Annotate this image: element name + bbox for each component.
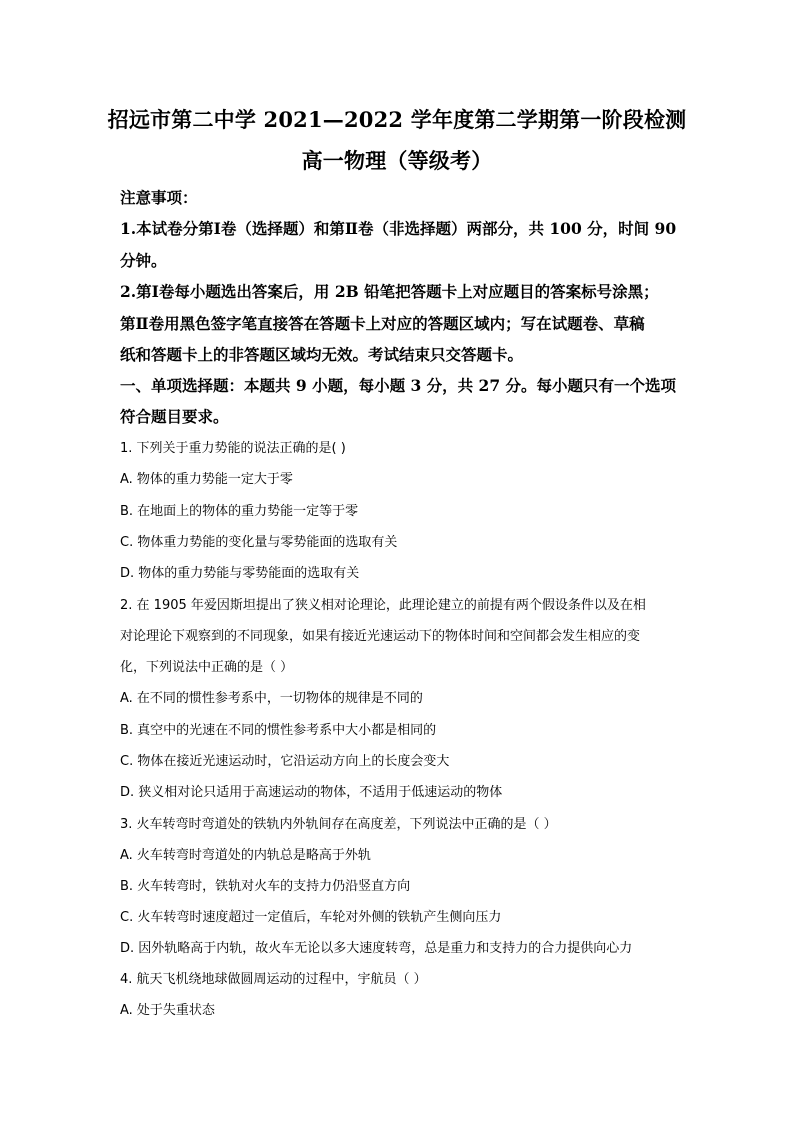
- question-stem: 2. 在 1905 年爱因斯坦提出了狭义相对论理论，此理论建立的前提有两个假设条件以及在相: [120, 598, 646, 613]
- notice-line: 2.第Ⅰ卷每小题选出答案后，用 2B 铅笔把答题卡上对应题目的答案标号涂黑；: [120, 282, 659, 301]
- answer-option: A. 物体的重力势能一定大于零: [120, 472, 293, 487]
- answer-option: C. 物体在接近光速运动时，它沿运动方向上的长度会变大: [120, 754, 450, 769]
- notice-line: 第Ⅱ卷用黑色签字笔直接答在答题卡上对应的答题区域内；写在试题卷、草稿: [120, 314, 645, 333]
- question-stem: 4. 航天飞机绕地球做圆周运动的过程中，宇航员（ ）: [120, 972, 427, 987]
- answer-option: D. 物体的重力势能与零势能面的选取有关: [120, 566, 360, 581]
- exam-title: 招远市第二中学 2021—2022 学年度第二学期第一阶段检测: [107, 107, 687, 132]
- answer-option: A. 火车转弯时弯道处的内轨总是略高于外轨: [120, 848, 371, 863]
- answer-option: B. 真空中的光速在不同的惯性参考系中大小都是相同的: [120, 723, 437, 738]
- exam-subtitle: 高一物理（等级考）: [301, 148, 493, 173]
- answer-option: D. 因外轨略高于内轨，故火车无论以多大速度转弯，总是重力和支持力的合力提供向心力: [120, 941, 633, 956]
- answer-option: A. 处于失重状态: [120, 1003, 215, 1018]
- notice-heading: 注意事项：: [120, 188, 198, 207]
- question-stem: 3. 火车转弯时弯道处的铁轨内外轨间存在高度差，下列说法中正确的是（ ）: [120, 817, 557, 832]
- question-stem: 1. 下列关于重力势能的说法正确的是( ): [120, 441, 346, 456]
- notice-line: 1.本试卷分第Ⅰ卷（选择题）和第Ⅱ卷（非选择题）两部分，共 100 分，时间 90: [120, 219, 677, 238]
- answer-option: D. 狭义相对论只适用于高速运动的物体，不适用于低速运动的物体: [120, 785, 503, 800]
- answer-option: C. 火车转弯时速度超过一定值后，车轮对外侧的铁轨产生侧向压力: [120, 910, 502, 925]
- answer-option: A. 在不同的惯性参考系中，一切物体的规律是不同的: [120, 691, 423, 706]
- notice-line: 纸和答题卡上的非答题区域均无效。考试结束只交答题卡。: [120, 345, 524, 364]
- answer-option: B. 火车转弯时，铁轨对火车的支持力仍沿竖直方向: [120, 879, 411, 894]
- notice-line: 分钟。: [120, 251, 167, 270]
- answer-option: C. 物体重力势能的变化量与零势能面的选取有关: [120, 535, 398, 550]
- question-stem: 对论理论下观察到的不同现象，如果有接近光速运动下的物体时间和空间都会发生相应的变: [120, 629, 641, 644]
- section-heading-line: 一、单项选择题：本题共 9 小题，每小题 3 分，共 27 分。每小题只有一个选项: [120, 376, 677, 395]
- section-heading-line: 符合题目要求。: [120, 407, 229, 426]
- question-stem: 化，下列说法中正确的是（ ）: [120, 660, 294, 675]
- answer-option: B. 在地面上的物体的重力势能一定等于零: [120, 504, 359, 519]
